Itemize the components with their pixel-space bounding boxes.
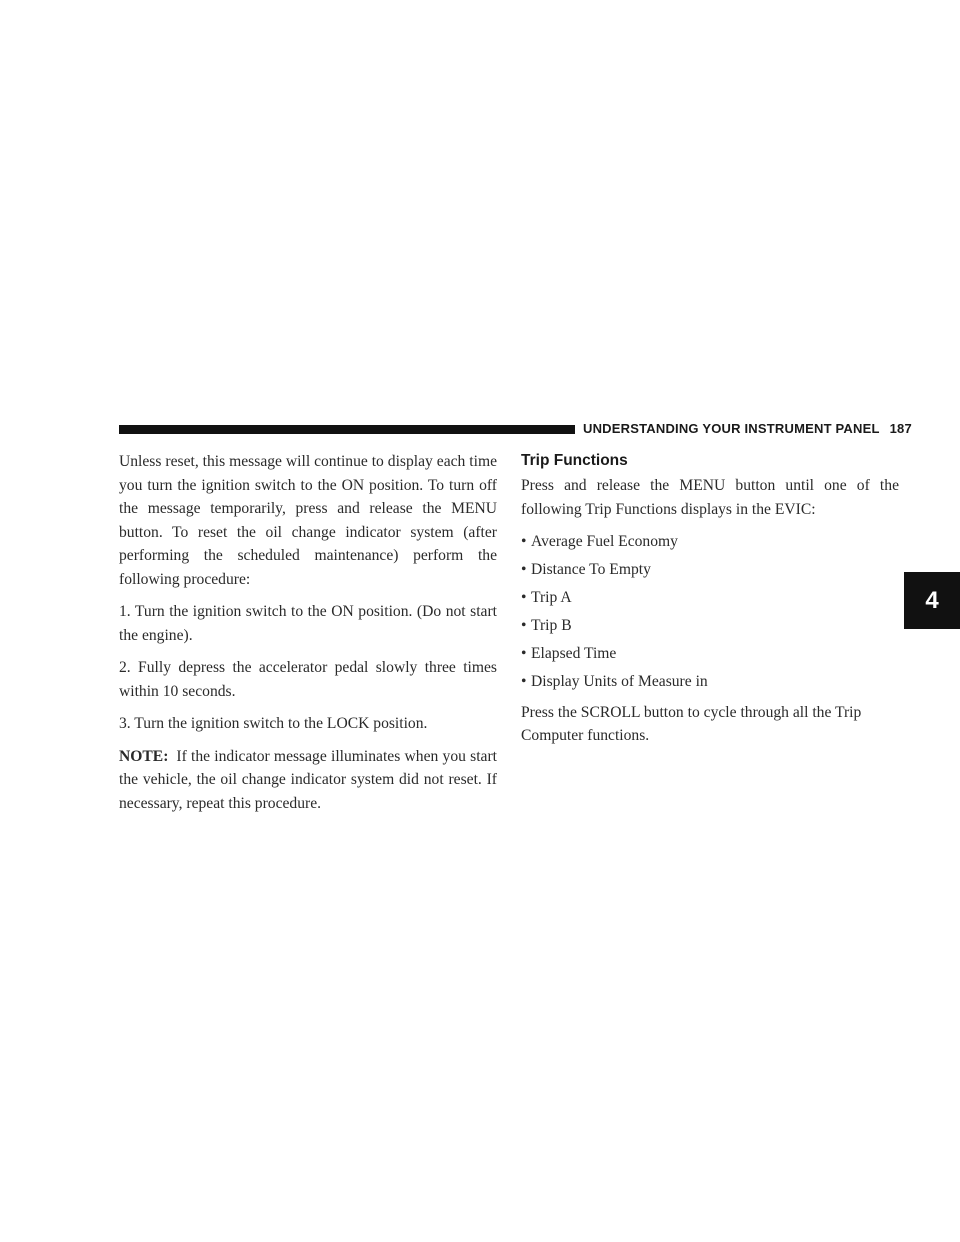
bullet-icon: • xyxy=(521,617,527,634)
note-label: NOTE: xyxy=(119,747,169,765)
note-paragraph xyxy=(119,745,497,816)
left-column xyxy=(119,450,497,824)
bullet-icon: • xyxy=(521,673,527,690)
list-item: • Elapsed Time xyxy=(521,642,899,666)
list-item: • Display Units of Measure in xyxy=(521,670,899,694)
step-3: 3. Turn the ignition switch to the LOCK position. xyxy=(119,715,428,732)
header-title: UNDERSTANDING YOUR INSTRUMENT PANEL xyxy=(583,421,880,436)
note-text: If the indicator message illuminates when you start the vehicle, the oil change indicator system did not reset. If necessary, repeat this procedure. xyxy=(119,747,497,812)
step-1: 1. Turn the ignition switch to the ON position. (Do not start the engine). xyxy=(119,603,497,644)
bullet-icon: • xyxy=(521,561,527,578)
list-item: • Trip B xyxy=(521,614,899,638)
trip-functions-list xyxy=(521,530,899,694)
bullet-icon: • xyxy=(521,645,527,662)
bullet-icon: • xyxy=(521,533,527,550)
step-2: 2. Fully depress the accelerator pedal slowly three times within 10 seconds. xyxy=(119,659,497,700)
list-item: • Distance To Empty xyxy=(521,558,899,582)
list-item: • Trip A xyxy=(521,586,899,610)
list-item: • Average Fuel Economy xyxy=(521,530,899,554)
running-header xyxy=(583,421,912,436)
bullet-icon: • xyxy=(521,589,527,606)
header-rule xyxy=(119,425,575,434)
right-column xyxy=(521,450,899,757)
trip-intro: Press and release the MENU button until one of the following Trip Functions displays in the EVIC: xyxy=(521,477,899,518)
chapter-tab: 4 xyxy=(904,572,960,629)
section-heading: Trip Functions xyxy=(521,452,628,469)
intro-paragraph: Unless reset, this message will continue to display each time you turn the ignition switch to the ON position. To turn off the message temporarily, press and release the MENU button. To reset the oil change indicator system (after performing the scheduled maintenance) perform the following procedure: xyxy=(119,453,497,588)
trip-outro: Press the SCROLL button to cycle through all the Trip Computer functions. xyxy=(521,703,862,744)
page-number: 187 xyxy=(889,421,912,436)
